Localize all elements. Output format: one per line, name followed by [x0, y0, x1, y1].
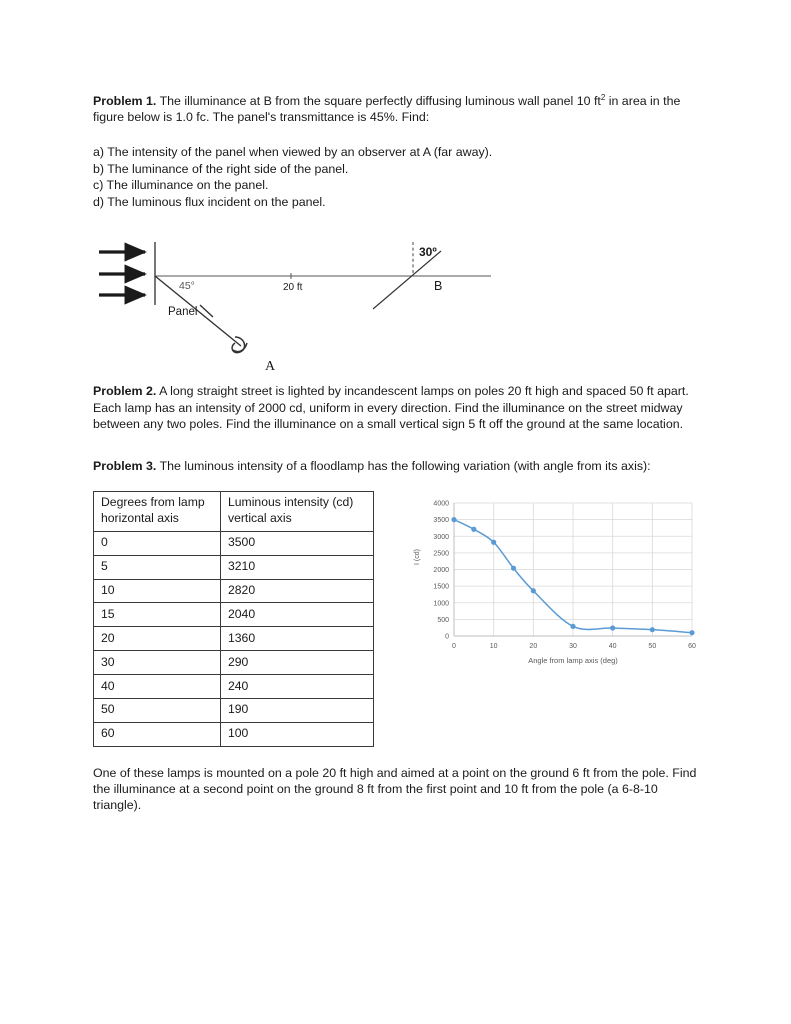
- cell-intensity: 3500: [221, 531, 374, 555]
- chart-x-tick-label: 20: [529, 642, 538, 650]
- problem-3-closing-paragraph: One of these lamps is mounted on a pole 20 ft high and aimed at a point on the ground 6 ft from the pole. Find the illuminance at a second point on the ground 8 ft from the first point and 10 ft from the pole (a 6-8-10 triangle).: [93, 765, 697, 813]
- cell-intensity: 2040: [221, 603, 374, 627]
- observer-tick-mark: [200, 305, 213, 317]
- table-row: [94, 651, 374, 675]
- spacer: [93, 432, 698, 458]
- intensity-table: [93, 491, 374, 747]
- cell-intensity: 3210: [221, 555, 374, 579]
- cell-degrees: 30: [94, 651, 221, 675]
- cell-degrees: 50: [94, 698, 221, 722]
- chart-x-tick-label: 0: [452, 642, 456, 650]
- cell-intensity: 100: [221, 722, 374, 746]
- spacer: [93, 126, 698, 144]
- problem-1-body-part1: The illuminance at B from the square perfectly diffusing luminous wall panel 10 ft: [156, 94, 601, 108]
- problem-2-body: A long straight street is lighted by incandescent lamps on poles 20 ft high and spaced 50 ft apart. Each lamp has an intensity of 2000 cd, uniform in every direction. Find the illuminance on the street midway between any two poles. Find the illuminance on a small vertical sign 5 ft off the ground at the same location.: [93, 384, 689, 431]
- cell-degrees: 0: [94, 531, 221, 555]
- list-item: c) The illuminance on the panel.: [93, 178, 269, 193]
- chart-y-axis-label: I (cd): [414, 548, 421, 565]
- cell-intensity: 2820: [221, 579, 374, 603]
- chart-data-point: [650, 627, 655, 632]
- cell-intensity: 190: [221, 698, 374, 722]
- chart-y-tick-label: 3500: [433, 516, 449, 524]
- cell-degrees: 5: [94, 555, 221, 579]
- chart-data-point: [610, 625, 615, 630]
- table-body: [94, 531, 374, 746]
- chart-svg: [416, 493, 701, 668]
- cell-degrees: 20: [94, 627, 221, 651]
- chart-x-tick-label: 10: [489, 642, 498, 650]
- column-header-intensity: Luminous intensity (cd) vertical axis: [221, 491, 374, 531]
- chart-y-tick-label: 2500: [433, 550, 449, 558]
- cell-degrees: 40: [94, 675, 221, 699]
- cell-degrees: 10: [94, 579, 221, 603]
- chart-y-tick-label: 500: [437, 616, 449, 624]
- chart-x-tick-label: 50: [648, 642, 657, 650]
- chart-data-point: [491, 539, 496, 544]
- chart-x-tick-label: 30: [569, 642, 577, 650]
- incident-ray-arrows-icon: [99, 252, 145, 295]
- chart-data-point: [570, 623, 575, 628]
- list-item: b) The luminance of the right side of the panel.: [93, 161, 349, 176]
- column-header-degrees: Degrees from lamp horizontal axis: [94, 491, 221, 531]
- cell-intensity: 1360: [221, 627, 374, 651]
- table-row: [94, 555, 374, 579]
- problem-2-label: Problem 2.: [93, 384, 157, 399]
- chart-data-point: [511, 565, 516, 570]
- table-header-row: [94, 491, 374, 531]
- chart-data-point: [531, 588, 536, 593]
- problem-1-subquestions: [93, 144, 698, 211]
- chart-y-tick-label: 1500: [433, 583, 449, 591]
- problem-3-body: The luminous intensity of a floodlamp has the following variation (with angle from its axis):: [156, 459, 651, 474]
- problem-3-data-row: [93, 491, 698, 747]
- table-row: [94, 722, 374, 746]
- cell-intensity: 240: [221, 675, 374, 699]
- chart-data-point: [689, 630, 694, 635]
- chart-y-tick-label: 0: [445, 633, 449, 641]
- table-row: [94, 579, 374, 603]
- chart-y-tick-label: 1000: [433, 600, 449, 608]
- distance-20ft-label: 20 ft: [283, 282, 303, 294]
- problem-1-statement: [93, 93, 698, 126]
- chart-x-axis-label: Angle from lamp axis (deg): [528, 655, 618, 665]
- table-row: [94, 627, 374, 651]
- chart-x-tick-label: 40: [608, 642, 617, 650]
- document-content: [93, 93, 698, 814]
- spacer: [93, 747, 698, 765]
- cell-degrees: 15: [94, 603, 221, 627]
- cell-intensity: 290: [221, 651, 374, 675]
- intensity-distribution-chart: [416, 493, 701, 668]
- table-row: [94, 675, 374, 699]
- table-row: [94, 531, 374, 555]
- angle-45-label: 45°: [179, 280, 195, 293]
- chart-y-tick-label: 4000: [433, 500, 449, 508]
- chart-data-point: [471, 526, 476, 531]
- chart-x-tick-label: 60: [688, 642, 696, 650]
- list-item: a) The intensity of the panel when viewed by an observer at A (far away).: [93, 144, 493, 159]
- surface-normal-line-b: [373, 251, 441, 309]
- cell-degrees: 60: [94, 722, 221, 746]
- angle-30-label: 30º: [419, 245, 437, 260]
- chart-data-point: [451, 517, 456, 522]
- point-b-label: B: [434, 279, 443, 294]
- list-item: d) The luminous flux incident on the panel.: [93, 195, 326, 210]
- chart-y-tick-label: 3000: [433, 533, 449, 541]
- chart-y-tick-label: 2000: [433, 566, 449, 574]
- problem-1-figure: [93, 233, 698, 383]
- figure-svg: [93, 233, 698, 383]
- problem-1-label: Problem 1.: [93, 94, 157, 108]
- problem-3-statement: [93, 458, 698, 474]
- table-row: [94, 603, 374, 627]
- problem-2-statement: [93, 383, 698, 432]
- table-row: [94, 698, 374, 722]
- problem-1-superscript: 2: [600, 92, 606, 102]
- point-a-label: A: [265, 359, 276, 375]
- problem-1-body-part2: in area in the figure below is 1.0 fc. The panel's transmittance is 45%. Find:: [93, 94, 681, 125]
- problem-3-label: Problem 3.: [93, 459, 157, 474]
- panel-label: Panel: [168, 306, 198, 319]
